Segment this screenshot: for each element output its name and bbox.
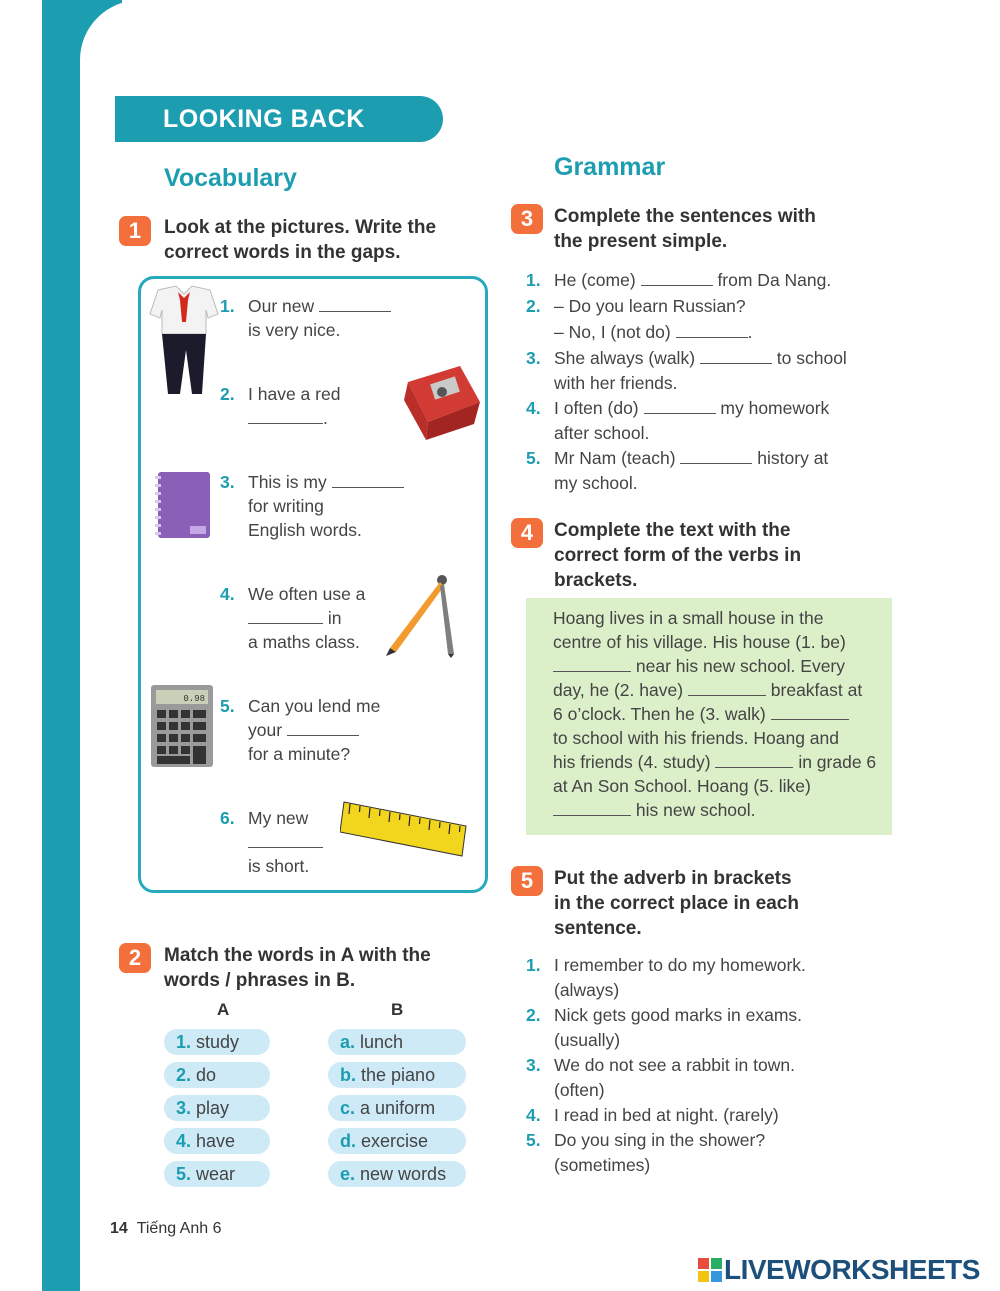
exercise-2-instruction: Match the words in A with the words / phrases in B. [164, 945, 431, 991]
school-uniform-image [148, 284, 220, 396]
exercise-1-badge: 1 [119, 216, 151, 246]
exercise-4-text-box: Hoang lives in a small house in the centre of his village. His house (1. be) near his new school. Every day, he (2. have) breakfast at 6 o’clock. Then he (3. walk) to school with his friends. Hoang and his friends (4. study) in grade 6 at An Son School. Hoang (5. like) his new school. [526, 598, 892, 835]
exercise-5-instruction: Put the adverb in brackets in the correct place in each sentence. [554, 868, 799, 939]
vocab-item-2: 2. I have a red . [220, 384, 341, 428]
match-b-item[interactable]: e. new words [328, 1161, 466, 1187]
exercise-3-instruction: Complete the sentences with the present simple. [554, 206, 816, 252]
exercise-5-badge: 5 [511, 866, 543, 896]
match-a-item[interactable]: 4. have [164, 1128, 270, 1154]
calculator-display: 0.98 [183, 694, 205, 704]
match-b-item[interactable]: c. a uniform [328, 1095, 466, 1121]
answer-gap[interactable] [641, 272, 713, 286]
calculator-image [150, 684, 214, 768]
match-b-item[interactable]: d. exercise [328, 1128, 466, 1154]
exercise-4-instruction: Complete the text with the correct form of the verbs in brackets. [554, 520, 802, 591]
answer-gap[interactable] [676, 324, 748, 338]
match-b-item[interactable]: b. the piano [328, 1062, 466, 1088]
answer-gap[interactable] [248, 610, 323, 624]
answer-gap[interactable] [332, 474, 404, 488]
column-b-header: B [391, 1000, 404, 1019]
answer-gap[interactable] [553, 802, 631, 816]
answer-gap[interactable] [644, 400, 716, 414]
exercise-3-badge: 3 [511, 204, 543, 234]
match-a-item[interactable]: 5. wear [164, 1161, 270, 1187]
match-a-item[interactable]: 1. study [164, 1029, 270, 1055]
vocab-item-4: 4. We often use a in a maths class. [220, 584, 366, 652]
match-a-item[interactable]: 3. play [164, 1095, 270, 1121]
page-number: 14 [110, 1220, 128, 1237]
answer-gap[interactable] [688, 682, 766, 696]
exercise-1-instruction: Look at the pictures. Write the correct words in the gaps. [164, 217, 437, 263]
answer-gap[interactable] [715, 754, 793, 768]
vocab-item-3: 3. This is my for writing English words. [220, 470, 404, 542]
vocabulary-title: Vocabulary [164, 164, 297, 192]
answer-gap[interactable] [680, 450, 752, 464]
pencil-sharpener-image [402, 362, 484, 442]
vocab-item-6: 6. My new is short. [220, 806, 323, 878]
vocab-item-1: 1. Our new is very nice. [220, 294, 391, 342]
page-footer [110, 1220, 222, 1238]
book-title: Tiếng Anh 6 [136, 1220, 222, 1237]
exercise-2-badge: 2 [119, 943, 151, 973]
answer-gap[interactable] [248, 410, 323, 424]
vocab-item-5: 5. Can you lend me your for a minute? [220, 696, 381, 764]
ruler-image [340, 796, 468, 860]
column-a-header: A [217, 1000, 230, 1019]
notebook-image [154, 470, 212, 540]
answer-gap[interactable] [248, 834, 323, 848]
exercise-3-list: 1. He (come) from Da Nang. 2. – Do you learn Russian? – No, I (not do) . 3. She always (walk) to school with her friends. 4. I often (do) my homework after school. 5. Mr Nam (teach) history at my school. [526, 270, 847, 493]
compass-image [384, 570, 462, 658]
exercise-4-badge: 4 [511, 518, 543, 548]
grammar-title: Grammar [554, 153, 666, 181]
liveworksheets-watermark: LIVEWORKSHEETS [724, 1254, 980, 1285]
answer-gap[interactable] [700, 350, 772, 364]
answer-gap[interactable] [287, 722, 359, 736]
liveworksheets-logo-icon [698, 1258, 722, 1282]
exercise-5-list: 1. I remember to do my homework. (always) 2. Nick gets good marks in exams. (usually) 3. We do not see a rabbit in town. (often) 4. I read in bed at night. (rarely) 5. Do you sing in the shower? (sometimes) [526, 955, 806, 1175]
answer-gap[interactable] [319, 298, 391, 312]
match-b-item[interactable]: a. lunch [328, 1029, 466, 1055]
match-a-item[interactable]: 2. do [164, 1062, 270, 1088]
answer-gap[interactable] [771, 706, 849, 720]
looking-back-banner: LOOKING BACK [115, 96, 443, 142]
answer-gap[interactable] [553, 658, 631, 672]
